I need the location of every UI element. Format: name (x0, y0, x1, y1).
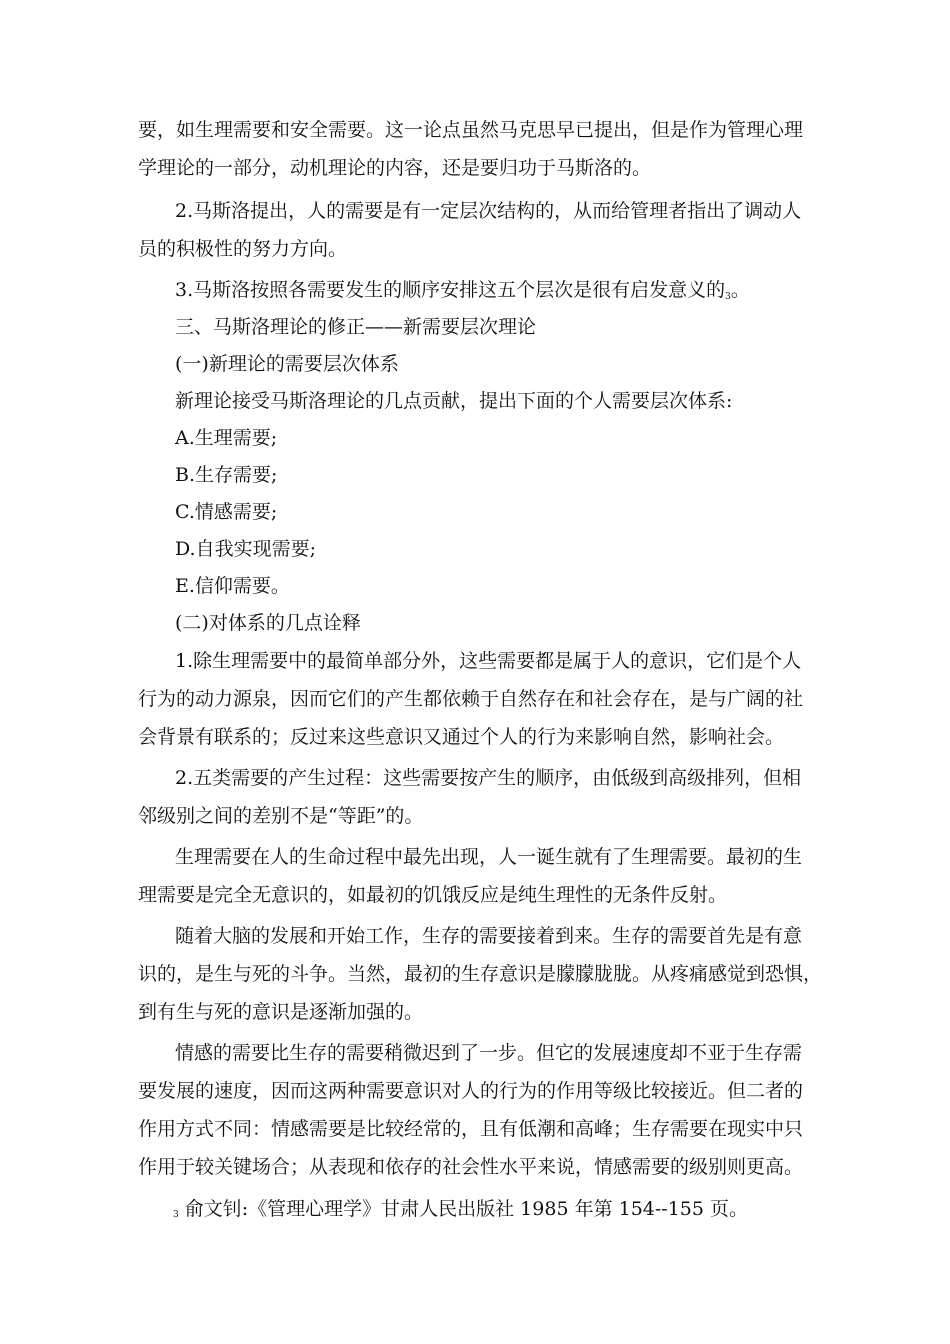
body-line: 行为的动力源泉，因而它们的产生都依赖于自然存在和社会存在，是与广阔的社 (138, 688, 804, 710)
section-heading: 三、马斯洛理论的修正——新需要层次理论 (175, 316, 537, 338)
body-line: 2.五类需要的产生过程：这些需要按产生的顺序，由低级到高级排列，但相 (175, 767, 802, 789)
body-text: 3.马斯洛按照各需要发生的顺序安排这五个层次是很有启发意义的 (175, 279, 726, 301)
body-line: 1.除生理需要中的最简单部分外，这些需要都是属于人的意识，它们是个人 (175, 650, 802, 672)
list-item: C.情感需要; (175, 501, 278, 523)
body-line: 到有生与死的意识是逐渐加强的。 (138, 1001, 424, 1023)
body-line: 会背景有联系的；反过来这些意识又通过个人的行为来影响自然，影响社会。 (138, 726, 785, 748)
body-line: 识的，是生与死的斗争。当然，最初的生存意识是朦朦胧胧。从疼痛感觉到恐惧， (138, 963, 823, 985)
footnote-text: 俞文钊:《管理心理学》甘肃人民出版社 1985 年第 154--155 页。 (184, 1198, 749, 1220)
body-line: 新理论接受马斯洛理论的几点贡献，提出下面的个人需要层次体系: (175, 390, 733, 412)
body-line: 员的积极性的努力方向。 (138, 238, 348, 260)
body-text-tail: 。 (730, 279, 750, 301)
footnote (173, 1194, 748, 1228)
body-line: 学理论的一部分，动机理论的内容，还是要归功于马斯洛的。 (138, 157, 652, 179)
body-line: 情感的需要比生存的需要稍微迟到了一步。但它的发展速度却不亚于生存需 (175, 1042, 803, 1064)
body-line: 理需要是完全无意识的，如最初的饥饿反应是纯生理性的无条件反射。 (138, 884, 728, 906)
body-line: 作用于较关键场合；从表现和依存的社会性水平来说，情感需要的级别则更高。 (138, 1156, 804, 1178)
body-line: 要，如生理需要和安全需要。这一论点虽然马克思早已提出，但是作为管理心理 (138, 119, 804, 141)
body-line: 邻级别之间的差别不是“等距”的。 (138, 805, 424, 827)
list-item: E.信仰需要。 (175, 575, 290, 597)
list-item: B.生存需要; (175, 464, 278, 486)
body-paragraph-with-footnote (175, 271, 855, 313)
footnote-mark: 3 (173, 1210, 179, 1220)
body-line: 作用方式不同：情感需要是比较经常的，且有低潮和高峰；生存需要在现实中只 (138, 1118, 804, 1140)
body-line: 2.马斯洛提出，人的需要是有一定层次结构的，从而给管理者指出了调动人 (175, 200, 802, 222)
list-item: D.自我实现需要; (175, 538, 316, 560)
body-line: 生理需要在人的生命过程中最先出现，人一诞生就有了生理需要。最初的生 (175, 846, 803, 868)
body-line: 要发展的速度，因而这两种需要意识对人的行为的作用等级比较接近。但二者的 (138, 1080, 804, 1102)
body-line: 随着大脑的发展和开始工作，生存的需要接着到来。生存的需要首先是有意 (175, 925, 803, 947)
subsection-heading: (二)对体系的几点诠释 (175, 612, 361, 634)
footnote-reference: 3 (725, 292, 731, 302)
subsection-heading: (一)新理论的需要层次体系 (175, 353, 399, 375)
list-item: A.生理需要; (175, 427, 278, 449)
